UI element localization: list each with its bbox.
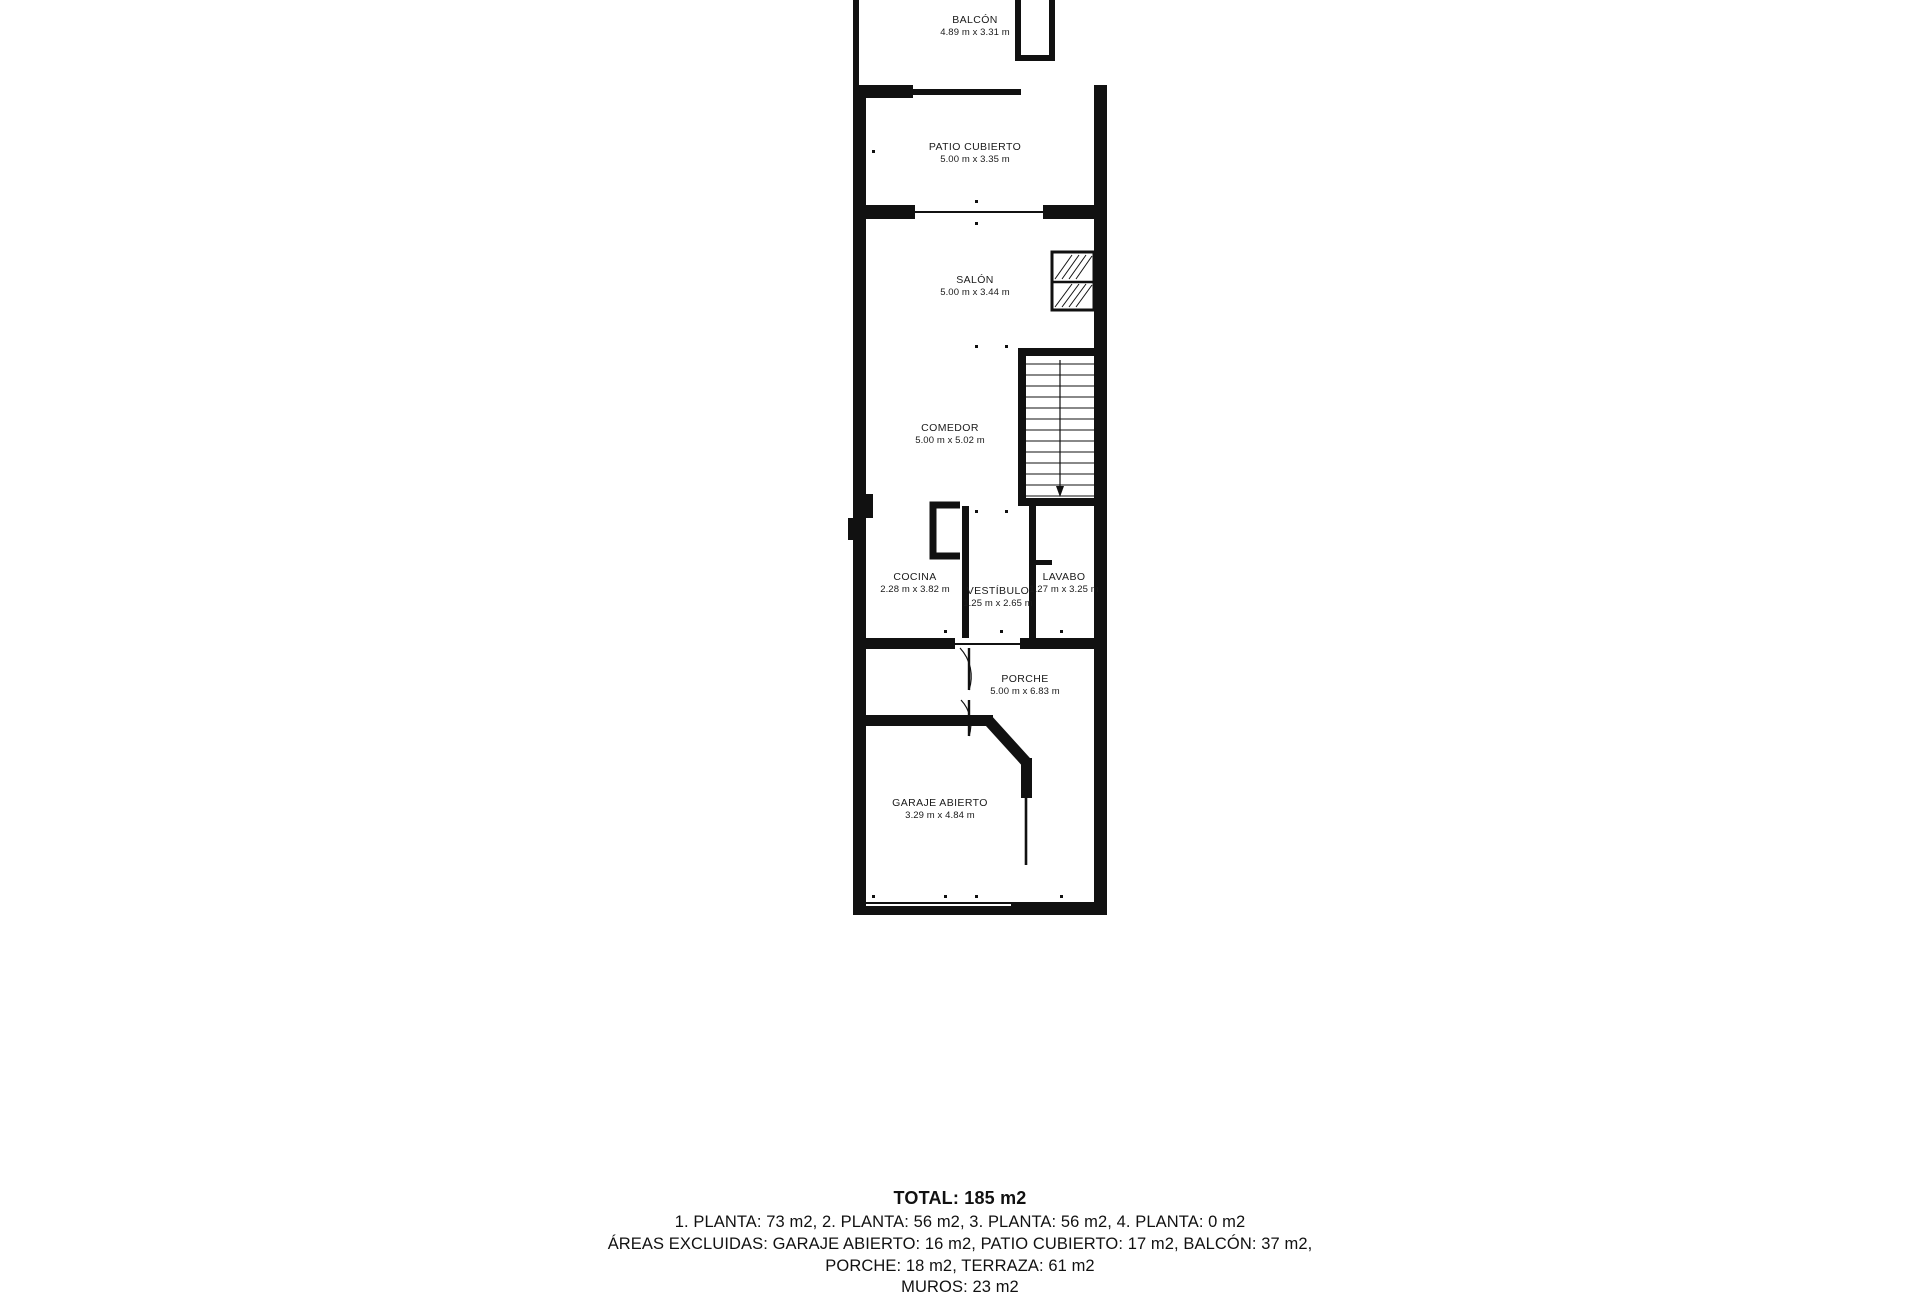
- room-name: SALÓN: [956, 274, 994, 286]
- room-label: [963, 585, 1033, 610]
- room-label: [915, 422, 985, 447]
- room-dimensions: 3.29 m x 4.84 m: [905, 810, 975, 822]
- walls-area: MUROS: 23 m2: [901, 1278, 1019, 1297]
- room-label: [880, 571, 950, 596]
- wall-house-porche: [853, 638, 1107, 649]
- room-name: COCINA: [893, 571, 937, 583]
- room-label: [1029, 571, 1099, 596]
- room-dimensions: 1.27 m x 3.25 m: [1029, 584, 1099, 596]
- wall-patio-salon: [853, 205, 1107, 219]
- excluded-areas-line-2: PORCHE: 18 m2, TERRAZA: 61 m2: [825, 1256, 1095, 1275]
- room-name: VESTÍBULO: [966, 585, 1030, 597]
- room-dimensions: 4.89 m x 3.31 m: [940, 27, 1010, 39]
- room-dimensions: 5.00 m x 3.44 m: [940, 287, 1010, 299]
- staircase: [1018, 348, 1107, 506]
- total-area: TOTAL: 185 m2: [893, 1188, 1027, 1208]
- room-label: [990, 673, 1060, 698]
- room-dimensions: 2.28 m x 3.82 m: [880, 584, 950, 596]
- garage-walls: [853, 715, 1032, 865]
- room-name: GARAJE ABIERTO: [892, 797, 988, 809]
- room-label: [892, 797, 988, 822]
- room-name: PORCHE: [1001, 673, 1049, 685]
- room-name: LAVABO: [1042, 571, 1086, 583]
- room-label: [940, 274, 1010, 299]
- room-name: COMEDOR: [921, 422, 979, 434]
- room-name: PATIO CUBIERTO: [928, 141, 1022, 153]
- room-name: BALCÓN: [952, 14, 998, 26]
- room-dimensions: 1.25 m x 2.65 m: [963, 598, 1033, 610]
- room-dimensions: 5.00 m x 5.02 m: [915, 435, 985, 447]
- room-label: [940, 14, 1010, 39]
- excluded-areas-line-1: ÁREAS EXCLUIDAS: GARAJE ABIERTO: 16 m2, PATIO CUBIERTO: 17 m2, BALCÓN: 37 m2,: [607, 1234, 1313, 1253]
- floors-breakdown: 1. PLANTA: 73 m2, 2. PLANTA: 56 m2, 3. PLANTA: 56 m2, 4. PLANTA: 0 m2: [674, 1213, 1246, 1231]
- salon-fireplace: [1052, 252, 1094, 310]
- room-dimensions: 5.00 m x 3.35 m: [940, 154, 1010, 166]
- room-dimensions: 5.00 m x 6.83 m: [990, 686, 1060, 698]
- room-label: [929, 141, 1021, 166]
- kitchen-counter: [933, 505, 960, 556]
- area-summary: [0, 1188, 1920, 1299]
